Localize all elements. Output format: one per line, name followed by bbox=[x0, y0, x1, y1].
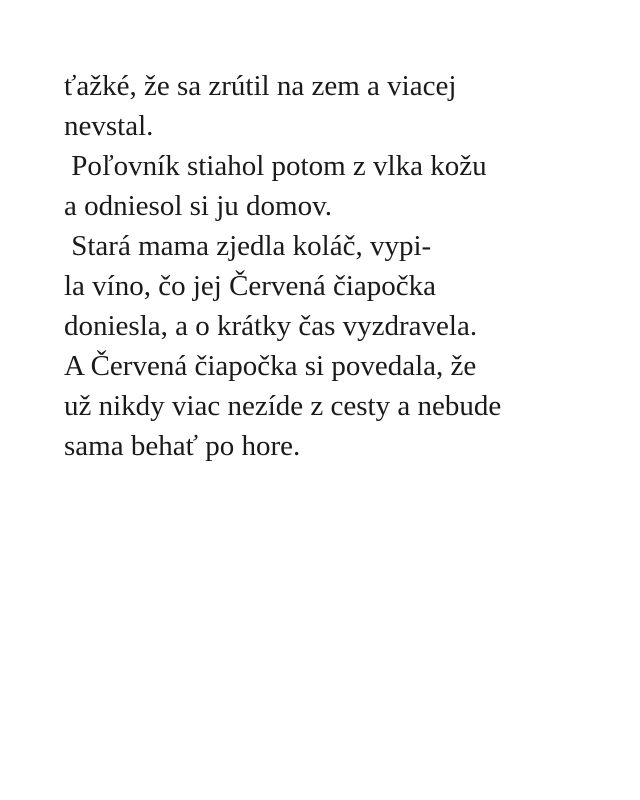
text-line: ťažké, že sa zrútil na zem a viacej bbox=[64, 70, 457, 102]
text-line: nevstal. bbox=[64, 110, 154, 142]
text-line: Stará mama zjedla koláč, vypi- bbox=[64, 230, 432, 262]
text-line: la víno, čo jej Červená čiapočka bbox=[64, 270, 437, 302]
text-line: už nikdy viac nezíde z cesty a nebude bbox=[64, 390, 502, 422]
text-line: a odniesol si ju domov. bbox=[64, 190, 332, 222]
text-line: Poľovník stiahol potom z vlka kožu bbox=[64, 150, 487, 182]
text-line: doniesla, a o krátky čas vyzdravela. bbox=[64, 310, 478, 342]
story-text bbox=[64, 66, 624, 466]
text-line: A Červená čiapočka si povedala, že bbox=[64, 350, 477, 382]
text-line: sama behať po hore. bbox=[64, 430, 301, 462]
